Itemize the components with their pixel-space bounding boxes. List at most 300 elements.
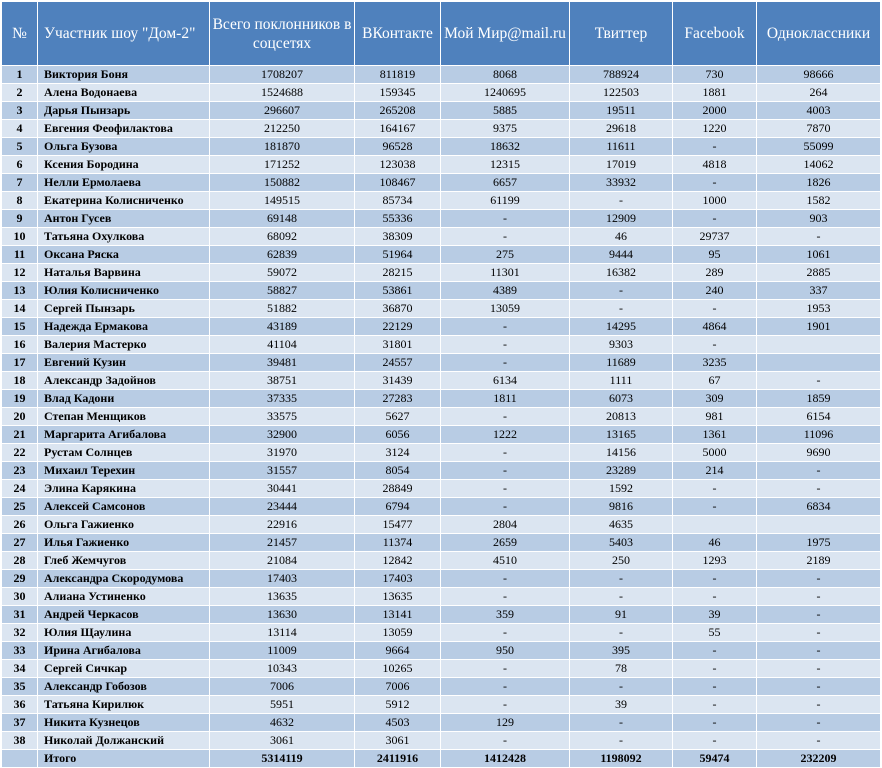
vkontakte-cell: 159345 <box>355 84 441 102</box>
table-row <box>2 570 881 588</box>
moi-mir-cell: 6134 <box>441 372 570 390</box>
vkontakte-cell: 38309 <box>355 228 441 246</box>
row-number: 5 <box>2 138 38 156</box>
total-fans-cell: 58827 <box>210 282 355 300</box>
moi-mir-cell: 4510 <box>441 552 570 570</box>
total-fans-cell: 149515 <box>210 192 355 210</box>
table-row <box>2 462 881 480</box>
odnoklassniki-cell: - <box>757 714 881 732</box>
facebook-cell: 5000 <box>673 444 757 462</box>
twitter-cell: - <box>570 588 673 606</box>
table-row <box>2 174 881 192</box>
twitter-cell: 14295 <box>570 318 673 336</box>
twitter-cell: 46 <box>570 228 673 246</box>
row-number: 6 <box>2 156 38 174</box>
odnoklassniki-cell: 4003 <box>757 102 881 120</box>
participant-name: Элина Карякина <box>38 480 210 498</box>
vkontakte-cell: 265208 <box>355 102 441 120</box>
participant-name: Николай Должанский <box>38 732 210 750</box>
facebook-cell: - <box>673 660 757 678</box>
facebook-cell: 55 <box>673 624 757 642</box>
facebook-cell: - <box>673 174 757 192</box>
participant-name: Итого <box>38 750 210 768</box>
twitter-cell: 9816 <box>570 498 673 516</box>
total-fans-cell: 13114 <box>210 624 355 642</box>
moi-mir-cell: 12315 <box>441 156 570 174</box>
odnoklassniki-cell: 1582 <box>757 192 881 210</box>
participant-name: Илья Гажиенко <box>38 534 210 552</box>
moi-mir-cell: 11301 <box>441 264 570 282</box>
moi-mir-cell: - <box>441 696 570 714</box>
vkontakte-cell: 85734 <box>355 192 441 210</box>
vkontakte-cell: 12842 <box>355 552 441 570</box>
odnoklassniki-cell: 1859 <box>757 390 881 408</box>
twitter-cell: 12909 <box>570 210 673 228</box>
vkontakte-cell: 22129 <box>355 318 441 336</box>
participant-name: Сергей Пынзарь <box>38 300 210 318</box>
table-row <box>2 480 881 498</box>
facebook-cell: 309 <box>673 390 757 408</box>
participant-name: Алена Водонаева <box>38 84 210 102</box>
row-number: 35 <box>2 678 38 696</box>
header-total-fans: Всего поклонников в соцсетях <box>210 2 355 66</box>
moi-mir-cell: - <box>441 660 570 678</box>
odnoklassniki-cell: 7870 <box>757 120 881 138</box>
vkontakte-cell: 13059 <box>355 624 441 642</box>
total-fans-cell: 69148 <box>210 210 355 228</box>
row-number: 16 <box>2 336 38 354</box>
vkontakte-cell: 6056 <box>355 426 441 444</box>
moi-mir-cell: - <box>441 678 570 696</box>
participant-name: Михаил Терехин <box>38 462 210 480</box>
odnoklassniki-cell: - <box>757 660 881 678</box>
row-number: 38 <box>2 732 38 750</box>
table-row <box>2 210 881 228</box>
vkontakte-cell: 51964 <box>355 246 441 264</box>
twitter-cell: 1111 <box>570 372 673 390</box>
twitter-cell: 4635 <box>570 516 673 534</box>
total-fans-cell: 59072 <box>210 264 355 282</box>
odnoklassniki-cell <box>757 354 881 372</box>
table-row <box>2 282 881 300</box>
twitter-cell: 11689 <box>570 354 673 372</box>
vkontakte-cell: 24557 <box>355 354 441 372</box>
facebook-cell: - <box>673 732 757 750</box>
twitter-cell: 9303 <box>570 336 673 354</box>
facebook-cell: - <box>673 300 757 318</box>
twitter-cell: 9444 <box>570 246 673 264</box>
odnoklassniki-cell: 2885 <box>757 264 881 282</box>
moi-mir-cell: 1811 <box>441 390 570 408</box>
row-number: 17 <box>2 354 38 372</box>
table-row <box>2 606 881 624</box>
moi-mir-cell: - <box>441 444 570 462</box>
total-fans-cell: 10343 <box>210 660 355 678</box>
participant-name: Нелли Ермолаева <box>38 174 210 192</box>
twitter-cell: 19511 <box>570 102 673 120</box>
moi-mir-cell: 9375 <box>441 120 570 138</box>
row-number: 22 <box>2 444 38 462</box>
total-fans-cell: 22916 <box>210 516 355 534</box>
moi-mir-cell: 13059 <box>441 300 570 318</box>
twitter-cell: 11611 <box>570 138 673 156</box>
moi-mir-cell: - <box>441 210 570 228</box>
participant-name: Ксения Бородина <box>38 156 210 174</box>
table-row <box>2 228 881 246</box>
moi-mir-cell: - <box>441 498 570 516</box>
vkontakte-cell: 7006 <box>355 678 441 696</box>
moi-mir-cell: 61199 <box>441 192 570 210</box>
row-number: 3 <box>2 102 38 120</box>
facebook-cell: - <box>673 138 757 156</box>
twitter-cell: - <box>570 714 673 732</box>
facebook-cell: 1881 <box>673 84 757 102</box>
facebook-cell: - <box>673 588 757 606</box>
row-number: 9 <box>2 210 38 228</box>
facebook-cell: 1000 <box>673 192 757 210</box>
twitter-cell: 1592 <box>570 480 673 498</box>
total-fans-cell: 21457 <box>210 534 355 552</box>
table-row <box>2 192 881 210</box>
odnoklassniki-cell: 903 <box>757 210 881 228</box>
participant-name: Степан Менщиков <box>38 408 210 426</box>
header-vkontakte: ВКонтакте <box>355 2 441 66</box>
vkontakte-cell: 5912 <box>355 696 441 714</box>
total-fans-cell: 17403 <box>210 570 355 588</box>
moi-mir-cell: 4389 <box>441 282 570 300</box>
table-row <box>2 624 881 642</box>
header-row <box>2 2 881 66</box>
participant-name: Александр Гобозов <box>38 678 210 696</box>
vkontakte-cell: 164167 <box>355 120 441 138</box>
row-number: 32 <box>2 624 38 642</box>
facebook-cell: 289 <box>673 264 757 282</box>
participant-name: Антон Гусев <box>38 210 210 228</box>
table-row <box>2 660 881 678</box>
odnoklassniki-cell: - <box>757 732 881 750</box>
twitter-cell: - <box>570 282 673 300</box>
odnoklassniki-cell: 2189 <box>757 552 881 570</box>
total-fans-cell: 32900 <box>210 426 355 444</box>
row-number: 1 <box>2 66 38 84</box>
table-row <box>2 588 881 606</box>
odnoklassniki-cell: - <box>757 696 881 714</box>
table-row <box>2 300 881 318</box>
total-fans-cell: 23444 <box>210 498 355 516</box>
moi-mir-cell: 2659 <box>441 534 570 552</box>
vkontakte-cell: 96528 <box>355 138 441 156</box>
twitter-cell: - <box>570 192 673 210</box>
odnoklassniki-cell: - <box>757 570 881 588</box>
row-number: 20 <box>2 408 38 426</box>
facebook-cell: 95 <box>673 246 757 264</box>
vkontakte-cell: 6794 <box>355 498 441 516</box>
total-fans-cell: 68092 <box>210 228 355 246</box>
odnoklassniki-cell: - <box>757 642 881 660</box>
header-odnoklassniki: Одноклассники <box>757 2 881 66</box>
twitter-cell: 5403 <box>570 534 673 552</box>
total-fans-cell: 31970 <box>210 444 355 462</box>
row-number: 14 <box>2 300 38 318</box>
moi-mir-cell: - <box>441 336 570 354</box>
facebook-cell: - <box>673 570 757 588</box>
facebook-cell: - <box>673 696 757 714</box>
moi-mir-cell: 18632 <box>441 138 570 156</box>
odnoklassniki-cell: - <box>757 624 881 642</box>
row-number: 12 <box>2 264 38 282</box>
facebook-cell: 1220 <box>673 120 757 138</box>
twitter-cell: 13165 <box>570 426 673 444</box>
facebook-cell: 67 <box>673 372 757 390</box>
facebook-cell: 1293 <box>673 552 757 570</box>
participant-name: Юлия Колисниченко <box>38 282 210 300</box>
odnoklassniki-cell: 14062 <box>757 156 881 174</box>
vkontakte-cell: 4503 <box>355 714 441 732</box>
total-fans-cell: 21084 <box>210 552 355 570</box>
table-row <box>2 66 881 84</box>
vkontakte-cell: 36870 <box>355 300 441 318</box>
odnoklassniki-cell: 1901 <box>757 318 881 336</box>
participant-name: Рустам Солнцев <box>38 444 210 462</box>
row-number <box>2 750 38 768</box>
table-row <box>2 120 881 138</box>
table-row <box>2 552 881 570</box>
facebook-cell: 981 <box>673 408 757 426</box>
participant-name: Татьяна Кирилюк <box>38 696 210 714</box>
row-number: 21 <box>2 426 38 444</box>
vkontakte-cell: 123038 <box>355 156 441 174</box>
row-number: 8 <box>2 192 38 210</box>
participant-name: Екатерина Колисниченко <box>38 192 210 210</box>
row-number: 33 <box>2 642 38 660</box>
facebook-cell: - <box>673 642 757 660</box>
row-number: 26 <box>2 516 38 534</box>
total-fans-cell: 33575 <box>210 408 355 426</box>
table-row <box>2 444 881 462</box>
table-row <box>2 84 881 102</box>
row-number: 18 <box>2 372 38 390</box>
twitter-cell: 788924 <box>570 66 673 84</box>
moi-mir-cell: - <box>441 732 570 750</box>
participant-name: Алексей Самсонов <box>38 498 210 516</box>
total-fans-cell: 5951 <box>210 696 355 714</box>
total-fans-cell: 150882 <box>210 174 355 192</box>
twitter-cell: - <box>570 624 673 642</box>
total-fans-cell: 5314119 <box>210 750 355 768</box>
odnoklassniki-cell: 6834 <box>757 498 881 516</box>
twitter-cell: 33932 <box>570 174 673 192</box>
participant-name: Маргарита Агибалова <box>38 426 210 444</box>
participant-name: Татьяна Охулкова <box>38 228 210 246</box>
participant-name: Никита Кузнецов <box>38 714 210 732</box>
moi-mir-cell: - <box>441 480 570 498</box>
table-row <box>2 696 881 714</box>
odnoklassniki-cell: - <box>757 462 881 480</box>
header-participant: Участник шоу "Дом-2" <box>38 2 210 66</box>
vkontakte-cell: 9664 <box>355 642 441 660</box>
facebook-cell: - <box>673 714 757 732</box>
moi-mir-cell: 275 <box>441 246 570 264</box>
vkontakte-cell: 3124 <box>355 444 441 462</box>
total-fans-cell: 41104 <box>210 336 355 354</box>
twitter-cell: 17019 <box>570 156 673 174</box>
vkontakte-cell: 31801 <box>355 336 441 354</box>
table-row <box>2 534 881 552</box>
participant-name: Влад Кадони <box>38 390 210 408</box>
table-row <box>2 516 881 534</box>
total-fans-cell: 1524688 <box>210 84 355 102</box>
facebook-cell: 4818 <box>673 156 757 174</box>
participant-name: Оксана Ряска <box>38 246 210 264</box>
twitter-cell: 1198092 <box>570 750 673 768</box>
table-row <box>2 264 881 282</box>
total-fans-cell: 11009 <box>210 642 355 660</box>
facebook-cell: 214 <box>673 462 757 480</box>
table-row <box>2 498 881 516</box>
odnoklassniki-cell: - <box>757 606 881 624</box>
twitter-cell: 250 <box>570 552 673 570</box>
total-fans-cell: 296607 <box>210 102 355 120</box>
vkontakte-cell: 2411916 <box>355 750 441 768</box>
header-moi-mir: Мой Мир@mail.ru <box>441 2 570 66</box>
facebook-cell: 4864 <box>673 318 757 336</box>
facebook-cell: 46 <box>673 534 757 552</box>
vkontakte-cell: 15477 <box>355 516 441 534</box>
odnoklassniki-cell: 98666 <box>757 66 881 84</box>
vkontakte-cell: 28849 <box>355 480 441 498</box>
total-fans-cell: 7006 <box>210 678 355 696</box>
odnoklassniki-cell: - <box>757 678 881 696</box>
fans-table <box>1 1 881 768</box>
totals-row <box>2 750 881 768</box>
twitter-cell: 29618 <box>570 120 673 138</box>
row-number: 19 <box>2 390 38 408</box>
participant-name: Евгений Кузин <box>38 354 210 372</box>
odnoklassniki-cell: 1975 <box>757 534 881 552</box>
table-row <box>2 102 881 120</box>
vkontakte-cell: 13635 <box>355 588 441 606</box>
table-row <box>2 246 881 264</box>
facebook-cell: 39 <box>673 606 757 624</box>
facebook-cell: 29737 <box>673 228 757 246</box>
vkontakte-cell: 811819 <box>355 66 441 84</box>
vkontakte-cell: 5627 <box>355 408 441 426</box>
table-row <box>2 372 881 390</box>
vkontakte-cell: 53861 <box>355 282 441 300</box>
odnoklassniki-cell: 55099 <box>757 138 881 156</box>
row-number: 7 <box>2 174 38 192</box>
facebook-cell: - <box>673 210 757 228</box>
table-row <box>2 318 881 336</box>
twitter-cell: 122503 <box>570 84 673 102</box>
table-row <box>2 354 881 372</box>
participant-name: Евгения Феофилактова <box>38 120 210 138</box>
facebook-cell: 1361 <box>673 426 757 444</box>
row-number: 36 <box>2 696 38 714</box>
moi-mir-cell: - <box>441 624 570 642</box>
vkontakte-cell: 27283 <box>355 390 441 408</box>
table-row <box>2 678 881 696</box>
odnoklassniki-cell: 11096 <box>757 426 881 444</box>
total-fans-cell: 212250 <box>210 120 355 138</box>
row-number: 28 <box>2 552 38 570</box>
table-row <box>2 336 881 354</box>
odnoklassniki-cell: 9690 <box>757 444 881 462</box>
twitter-cell: 395 <box>570 642 673 660</box>
row-number: 29 <box>2 570 38 588</box>
total-fans-cell: 38751 <box>210 372 355 390</box>
facebook-cell: - <box>673 480 757 498</box>
participant-name: Александра Скородумова <box>38 570 210 588</box>
row-number: 10 <box>2 228 38 246</box>
header-twitter: Твиттер <box>570 2 673 66</box>
participant-name: Виктория Боня <box>38 66 210 84</box>
moi-mir-cell: 1222 <box>441 426 570 444</box>
twitter-cell: 20813 <box>570 408 673 426</box>
odnoklassniki-cell: 6154 <box>757 408 881 426</box>
twitter-cell: 78 <box>570 660 673 678</box>
vkontakte-cell: 10265 <box>355 660 441 678</box>
odnoklassniki-cell: - <box>757 228 881 246</box>
total-fans-cell: 31557 <box>210 462 355 480</box>
table-row <box>2 138 881 156</box>
moi-mir-cell: - <box>441 228 570 246</box>
total-fans-cell: 62839 <box>210 246 355 264</box>
total-fans-cell: 171252 <box>210 156 355 174</box>
odnoklassniki-cell: 1826 <box>757 174 881 192</box>
row-number: 34 <box>2 660 38 678</box>
vkontakte-cell: 31439 <box>355 372 441 390</box>
row-number: 25 <box>2 498 38 516</box>
participant-name: Алиана Устиненко <box>38 588 210 606</box>
moi-mir-cell: 950 <box>441 642 570 660</box>
participant-name: Андрей Черкасов <box>38 606 210 624</box>
total-fans-cell: 37335 <box>210 390 355 408</box>
moi-mir-cell: - <box>441 570 570 588</box>
total-fans-cell: 1708207 <box>210 66 355 84</box>
moi-mir-cell: - <box>441 408 570 426</box>
table-row <box>2 390 881 408</box>
total-fans-cell: 43189 <box>210 318 355 336</box>
twitter-cell: - <box>570 570 673 588</box>
moi-mir-cell: 8068 <box>441 66 570 84</box>
vkontakte-cell: 108467 <box>355 174 441 192</box>
row-number: 11 <box>2 246 38 264</box>
total-fans-cell: 181870 <box>210 138 355 156</box>
twitter-cell: 6073 <box>570 390 673 408</box>
twitter-cell: 23289 <box>570 462 673 480</box>
twitter-cell: - <box>570 678 673 696</box>
total-fans-cell: 30441 <box>210 480 355 498</box>
odnoklassniki-cell: 337 <box>757 282 881 300</box>
facebook-cell: 3235 <box>673 354 757 372</box>
vkontakte-cell: 55336 <box>355 210 441 228</box>
twitter-cell: 39 <box>570 696 673 714</box>
vkontakte-cell: 13141 <box>355 606 441 624</box>
odnoklassniki-cell: - <box>757 372 881 390</box>
vkontakte-cell: 3061 <box>355 732 441 750</box>
participant-name: Сергей Сичкар <box>38 660 210 678</box>
table-row <box>2 426 881 444</box>
facebook-cell: - <box>673 678 757 696</box>
participant-name: Ольга Гажиенко <box>38 516 210 534</box>
table-body <box>2 66 881 768</box>
participant-name: Валерия Мастерко <box>38 336 210 354</box>
table-row <box>2 732 881 750</box>
total-fans-cell: 39481 <box>210 354 355 372</box>
odnoklassniki-cell: - <box>757 588 881 606</box>
row-number: 24 <box>2 480 38 498</box>
